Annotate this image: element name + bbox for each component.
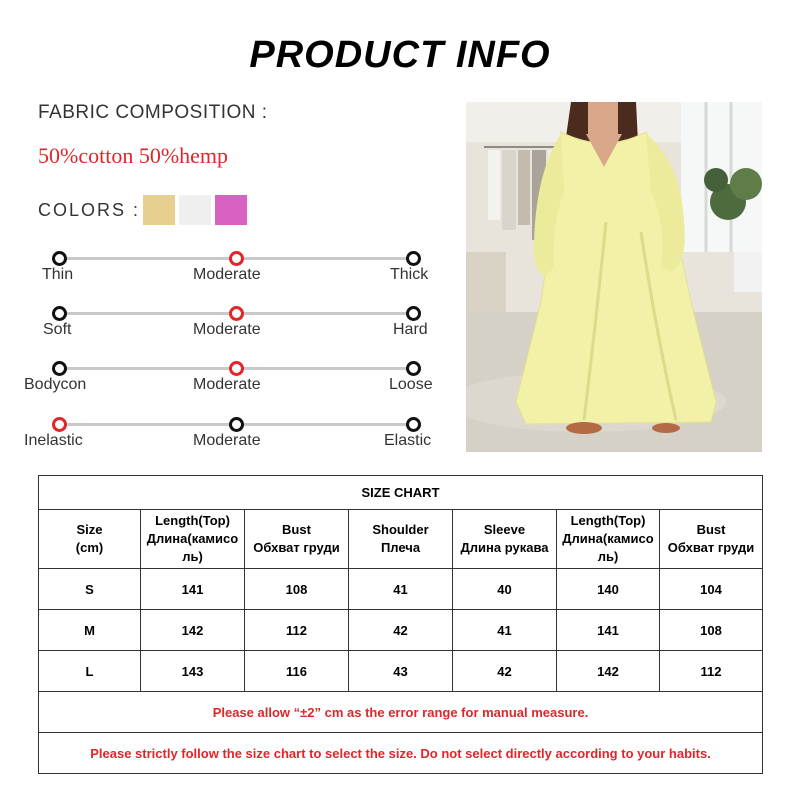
size-chart-title: SIZE CHART [39,476,763,510]
table-cell: 108 [660,610,763,651]
table-cell: 42 [453,651,557,692]
header-line: Плеча [380,540,421,555]
header-shoulder [349,510,453,569]
scale-dot-middle [229,306,244,321]
scale-dot-middle [229,417,244,432]
scale-dot-right [406,361,421,376]
header-line: Обхват груди [667,540,755,555]
header-line: Длина(камисо [146,531,239,546]
table-row [39,651,763,692]
header-line: Bust [696,522,726,537]
scale-label-middle: Moderate [193,376,261,393]
scale-label-middle: Moderate [193,321,261,338]
table-cell: 143 [141,651,245,692]
scale-dot-left [52,361,67,376]
header-size [39,510,141,569]
size-selection-note: Please strictly follow the size chart to select the size. Do not select directly according to your habits. [39,733,763,774]
header-line: Size [76,522,103,537]
table-cell: 40 [453,569,557,610]
scale-label-left: Soft [43,321,72,338]
header-line: ль) [182,549,203,564]
table-cell: 142 [141,610,245,651]
scale-dot-right [406,251,421,266]
header-line: Обхват груди [253,540,340,555]
size-chart-table [38,475,763,774]
header-length-2 [557,510,660,569]
table-cell: 142 [557,651,660,692]
scale-dot-left [52,251,67,266]
color-swatch-white[interactable] [179,195,211,225]
table-row [39,569,763,610]
size-chart-header-row [39,510,763,569]
elasticity-scale [0,416,460,456]
header-line: Length(Top) [570,513,646,528]
header-line: Shoulder [372,522,429,537]
table-cell: 116 [245,651,349,692]
scale-dot-right [406,306,421,321]
color-swatch-beige[interactable] [143,195,175,225]
header-line: Длина рукава [460,540,549,555]
product-photo [466,102,762,452]
fabric-composition-value: 50%cotton 50%hemp [38,143,229,168]
table-cell: 43 [349,651,453,692]
scale-label-left: Bodycon [24,376,87,393]
table-cell: M [39,610,141,651]
color-swatch-pink[interactable] [215,195,247,225]
header-bust [245,510,349,569]
header-line: Sleeve [483,522,526,537]
header-line: ль) [597,549,619,564]
softness-scale [0,305,460,345]
scale-dot-middle [229,251,244,266]
header-bust-2 [660,510,763,569]
fabric-composition-label: FABRIC COMPOSITION : [38,102,268,123]
scale-dot-right [406,417,421,432]
table-cell: 112 [245,610,349,651]
header-line: (cm) [75,540,104,555]
table-cell: 108 [245,569,349,610]
header-line: Length(Top) [155,513,230,528]
measurement-error-note: Please allow “±2” cm as the error range for manual measure. [39,692,763,733]
table-cell: 41 [453,610,557,651]
scale-label-right: Elastic [384,432,432,449]
header-sleeve [453,510,557,569]
colors-label: COLORS : [38,200,141,220]
header-line: Длина(камисо [562,531,654,546]
header-length [141,510,245,569]
table-cell: 141 [557,610,660,651]
scale-label-middle: Moderate [193,432,261,449]
scale-dot-left [52,417,67,432]
table-cell: 112 [660,651,763,692]
table-cell: 42 [349,610,453,651]
fit-scale [0,360,460,400]
scale-dot-left [52,306,67,321]
model-in-dress-illustration [466,102,762,452]
table-cell: 41 [349,569,453,610]
scale-label-middle: Moderate [193,266,261,283]
thickness-scale [0,250,460,290]
page-title: PRODUCT INFO [249,34,551,76]
table-cell: L [39,651,141,692]
table-cell: 141 [141,569,245,610]
scale-dot-middle [229,361,244,376]
table-cell: 104 [660,569,763,610]
scale-label-right: Hard [393,321,428,338]
scale-label-left: Thin [42,266,74,283]
table-row [39,610,763,651]
scale-label-right: Thick [390,266,429,283]
scale-label-right: Loose [389,376,433,393]
header-line: Bust [282,522,311,537]
table-cell: 140 [557,569,660,610]
scale-label-left: Inelastic [24,432,83,449]
table-cell: S [39,569,141,610]
